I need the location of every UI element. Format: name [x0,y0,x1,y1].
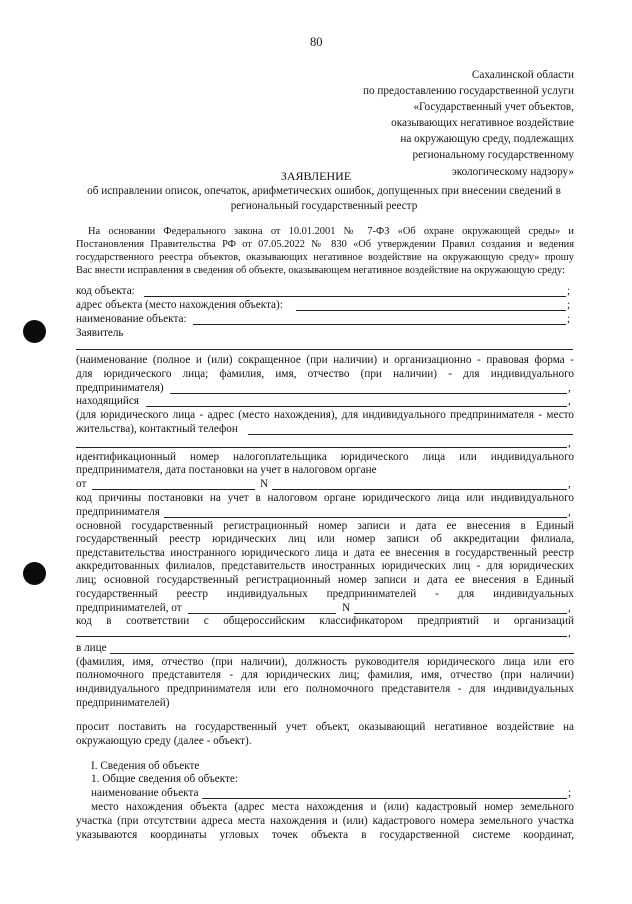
address-hint: жительства), контактный телефон [76,423,238,435]
comma: , [568,478,571,490]
located-label: находящийся [76,395,139,407]
number-label: N [342,602,351,614]
inn-date-input-line[interactable] [92,489,255,490]
okpo-label: код в соответствии с общероссийским классификатором предприятий и организаций [76,615,574,627]
semicolon: ; [567,285,571,297]
address-hint: (для юридического лица - адрес (место нахождения), для индивидуального предпринимателя - место [76,409,574,421]
applicant-hint: предпринимателя) [76,382,164,394]
object-address-input-line[interactable] [296,310,566,311]
ogrn-date-label: предпринимателей, от [76,602,182,614]
number-label: N [260,478,269,490]
kpp-label: код причины постановки на учет в налоговом органе юридического лица или индивидуального [76,492,574,504]
date-from-label: от [76,478,87,490]
section-object-name-label: наименование объекта [91,787,199,799]
punch-hole-bottom [23,562,46,585]
comma: , [568,602,571,614]
field-object-name-label: наименование объекта: [76,313,187,325]
section-subheading: 1. Общие сведения об объекте: [91,773,238,785]
ogrn-text: основной государственный регистрационный номер записи и дата ее внесения в Единый [76,520,574,532]
comma: , [568,382,571,394]
header-line: Сахалинской области [471,69,574,81]
comma: , [568,506,571,518]
representative-hint: предпринимателей) [76,697,170,709]
comma: , [568,627,571,639]
object-name-input-line[interactable] [193,324,566,325]
representative-hint: (фамилия, имя, отчество (при наличии), должность руководителя юридического лица или его [76,656,574,668]
kpp-input-line[interactable] [164,517,567,518]
ogrn-date-input-line[interactable] [188,613,336,614]
intro-line: Вас внести исправления в сведения об объекте, оказывающем негативное воздействие на окружающую среду: [76,265,565,276]
header-line: на окружающую среду, подлежащих [400,133,574,146]
okpo-input-line[interactable] [76,636,567,637]
applicant-label: Заявитель [76,327,124,339]
header-line: региональному государственному [412,149,574,162]
section-object-name-input-line[interactable] [202,798,567,799]
representative-hint: индивидуального предпринимателя или его полномочного представителя - для индивидуальных [76,683,574,695]
represented-by-label: в лице [76,642,107,654]
field-object-code-label: код объекта: [76,285,135,297]
semicolon: ; [568,787,572,799]
punch-hole-top [23,320,46,343]
applicant-hint: (наименование (полное и (или) сокращенное (при наличии) и организационно - правовая форма - [76,354,574,366]
semicolon: ; [567,299,571,311]
ogrn-text: аккредитованных филиалов, представительств иностранных юридических лиц - для юридических [76,560,574,572]
inn-label: предпринимателя, дата постановки на учет в налоговом органе [76,464,377,476]
ogrn-text: представительства иностранного юридического лица и дата ее внесения в государственный реестр [76,547,574,559]
inn-number-input-line[interactable] [272,489,567,490]
phone-input-line[interactable] [248,434,573,435]
page-number: 80 [310,35,323,49]
header-line: оказывающих негативное воздействие [391,117,574,130]
header-line: по предоставлению государственной услуги [363,85,574,98]
request-line: окружающую среду (далее - объект). [76,735,252,747]
applicant-input-line[interactable] [76,349,573,350]
applicant-hint: для юридического лица; фамилия, имя, отчество (при наличии) - для индивидуального [76,368,574,380]
inn-label: идентификационный номер налогоплательщика юридического лица или индивидуального [76,451,574,463]
ogrn-text: государственный реестр индивидуальных предпринимателей - для индивидуальных [76,588,574,600]
header-line: «Государственный учет объектов, [413,101,574,114]
representative-hint: полномочного представителя - для юридических лиц; фамилия, имя, отчество (при наличии) [76,669,574,681]
comma: , [568,437,571,449]
location-input-line[interactable] [146,406,567,407]
request-line: просит поставить на государственный учет объект, оказывающий негативное воздействие на [76,721,574,733]
comma: , [568,395,571,407]
location-text: указываются координаты угловых точек объекта в государственной системе координат, [76,829,574,841]
location-text: участка (при отсутствии адреса места нахождения и (или) кадастрового номера земельного участка [76,815,574,827]
location-text: место нахождения объекта (адрес места нахождения и (или) кадастровый номер земельного [91,801,574,813]
header-block [274,67,574,180]
intro-line: государственного реестра объектов, оказывающих негативное воздействие на окружающую среду» прошу [76,252,574,263]
kpp-label: предпринимателя [76,506,160,518]
semicolon: ; [567,313,571,325]
phone-input-line-2[interactable] [76,447,567,448]
ogrn-number-input-line[interactable] [354,613,567,614]
ogrn-text: государственный реестр юридических лиц или номер записи об аккредитации филиала, [76,533,574,545]
document-title: ЗАЯВЛЕНИЕ [280,169,352,183]
subtitle-line: региональный государственный реестр [230,200,418,212]
object-code-input-line[interactable] [144,296,566,297]
representative-input-line[interactable] [110,653,574,654]
header-line: экологическому надзору» [451,165,574,178]
field-object-address-label: адрес объекта (место нахождения объекта): [76,299,283,311]
intro-line: На основании Федерального закона от 10.01.2001 № 7-ФЗ «Об охране окружающей среды» и [88,226,574,237]
subtitle-line: об исправлении описок, опечаток, арифметических ошибок, допущенных при внесении сведений в [87,185,561,197]
entrepreneur-input-line[interactable] [170,393,567,394]
ogrn-text: лиц; основной государственный регистрационный номер записи и дата ее внесения в Единый [76,574,574,586]
intro-line: Постановления Правительства РФ от 07.05.2022 № 830 «Об утверждении Правил создания и ведения [76,239,574,250]
section-heading: I. Сведения об объекте [91,760,200,772]
